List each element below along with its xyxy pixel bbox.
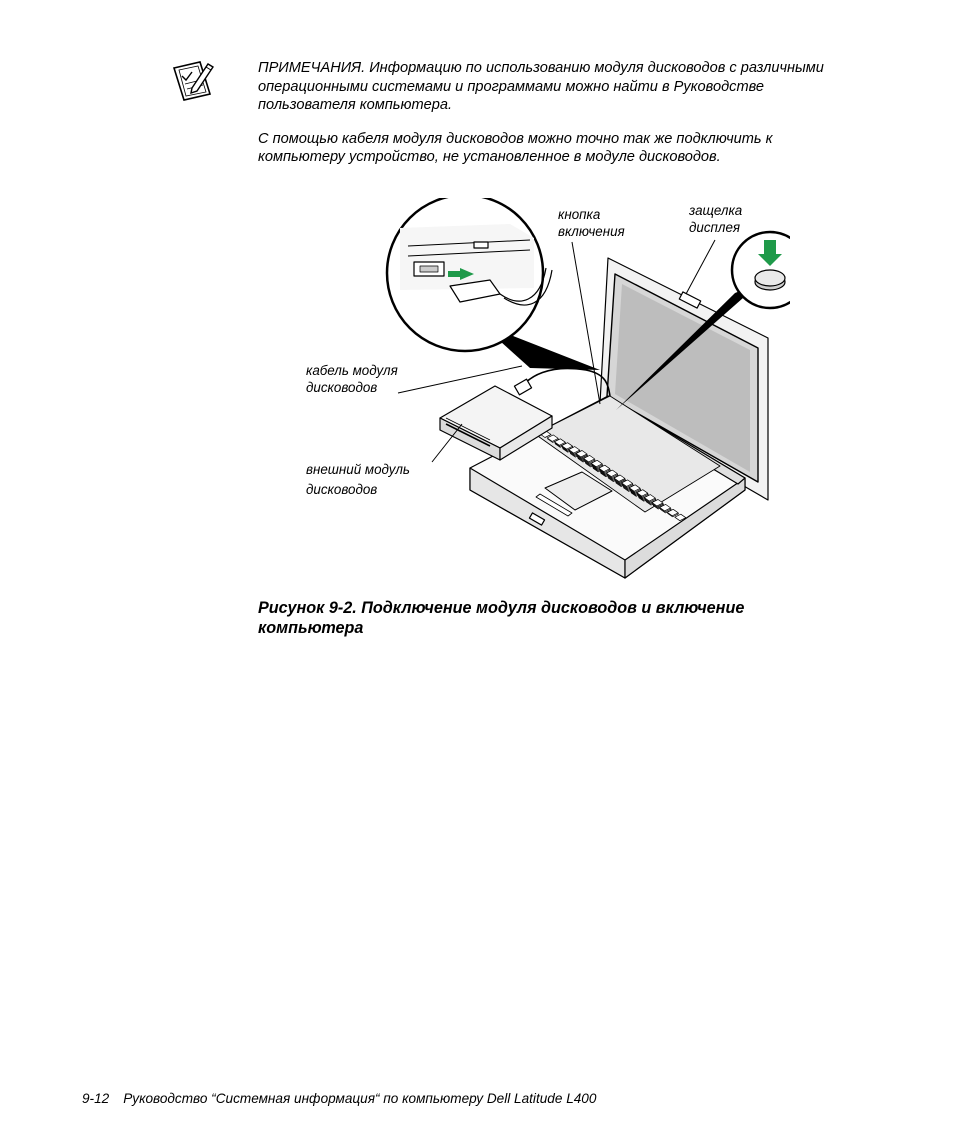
note-paragraph-2: С помощью кабеля модуля дисководов можно точно так же подключить к компьютеру устройство, не установленное в модуле дисководов. — [258, 130, 773, 165]
page-number: 9-12 — [82, 1091, 110, 1106]
label-external-module — [306, 460, 410, 500]
note-text — [258, 59, 838, 182]
label-external-module-line-2: дисководов — [306, 482, 378, 497]
label-display-latch — [689, 203, 742, 236]
label-power-button-line-1: кнопка — [558, 207, 601, 222]
note-pencil-icon — [170, 58, 216, 104]
label-power-button — [558, 207, 625, 240]
footer-title: Руководство “Системная информация“ по компьютеру Dell Latitude L400 — [123, 1091, 597, 1106]
label-module-cable-line-2: дисководов — [306, 379, 378, 395]
page-footer — [82, 1091, 596, 1106]
label-power-button-line-2: включения — [558, 223, 625, 239]
label-module-cable — [306, 363, 398, 396]
label-display-latch-line-2: дисплея — [689, 219, 741, 235]
label-display-latch-line-1: защелка — [689, 203, 743, 218]
label-module-cable-line-1: кабель модуля — [306, 363, 398, 378]
figure-9-2 — [290, 198, 790, 583]
figure-caption: Рисунок 9-2. Подключение модуля дисководов и включение компьютера — [258, 599, 745, 637]
label-external-module-line-1: внешний модуль — [306, 462, 410, 477]
note-paragraph-1: ПРИМЕЧАНИЯ. Информацию по использованию модуля дисководов с различными операционными системами и программами можно найти в Руководстве пользователя компьютера. — [258, 60, 824, 113]
